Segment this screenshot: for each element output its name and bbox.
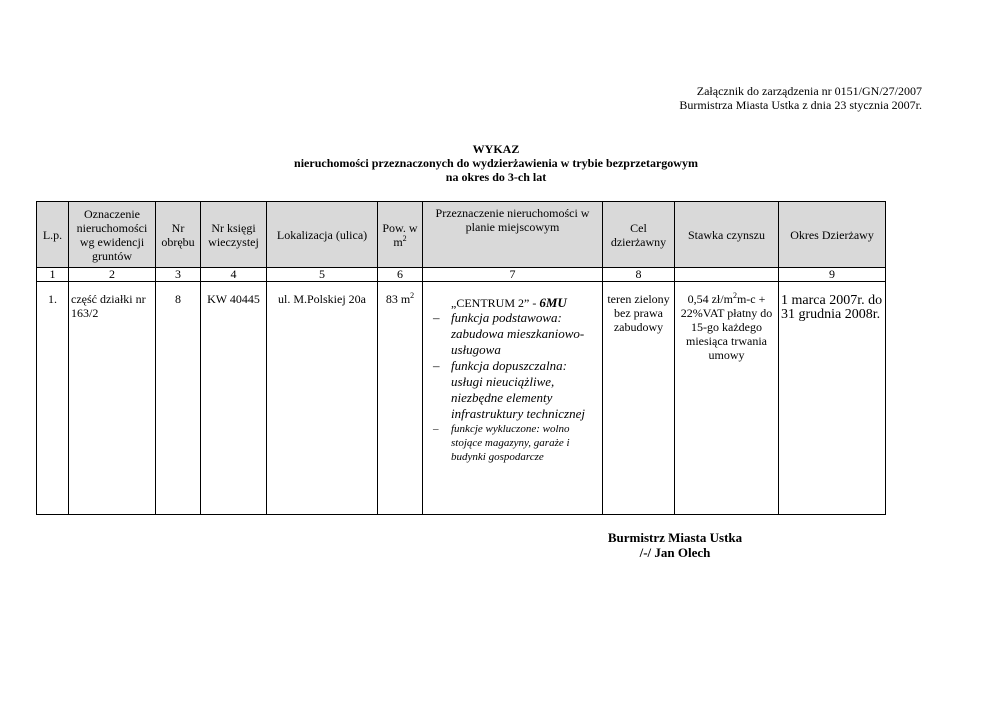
rent-part-1: 0,54 zł/m [687, 292, 733, 306]
plan-function-text: funkcja dopuszczalna: usługi nieuciążliwe, niezbędne elementy infrastruktury technicznej [451, 358, 585, 421]
column-number [675, 268, 779, 282]
cell-nr-obrebu: 8 [156, 282, 201, 515]
header-nr-obrebu: Nr obrębu [156, 202, 201, 268]
annex-line-1: Załącznik do zarządzenia nr 0151/GN/27/2007 [696, 84, 922, 98]
cell-lokalizacja: ul. M.Polskiej 20a [267, 282, 378, 515]
cell-oznaczenie: część działki nr 163/2 [69, 282, 156, 515]
header-nr-ksiegi: Nr księgi wieczystej [201, 202, 267, 268]
plan-function-item [433, 358, 600, 422]
column-number: 8 [603, 268, 675, 282]
plan-function-item [433, 310, 600, 358]
cell-pow-text: 83 m [385, 292, 411, 306]
header-lokalizacja: Lokalizacja (ulica) [267, 202, 378, 268]
rent-part-2: m-c + 22%VAT płatny do 15-go każdego miesiąca trwania umowy [680, 292, 773, 362]
plan-function-text: funkcje wykluczone: wolno stojące magazyny, garaże i budynki gospodarcze [451, 423, 570, 463]
document-title [0, 142, 992, 184]
annex-line-2: Burmistrza Miasta Ustka z dnia 23 stycznia 2007r. [679, 98, 922, 112]
header-cel: Cel dzierżawny [603, 202, 675, 268]
header-oznaczenie: Oznaczenie nieruchomości wg ewidencji gruntów [69, 202, 156, 268]
column-number-row [37, 268, 886, 282]
plan-function-item [433, 422, 600, 464]
header-pow-sup: 2 [402, 233, 407, 243]
cell-cel: teren zielony bez prawa zabudowy [603, 282, 675, 515]
plan-zone-symbol: 6MU [539, 295, 567, 310]
signature-block [560, 530, 790, 560]
header-powierzchnia [378, 202, 423, 268]
header-pow-text: Pow. w m [382, 220, 418, 249]
cell-stawka [675, 282, 779, 515]
plan-zone-text: „CENTRUM 2” - [451, 296, 540, 310]
header-stawka: Stawka czynszu [675, 202, 779, 268]
plan-function-text: funkcja podstawowa: zabudowa mieszkaniowo-usługowa [451, 310, 585, 357]
cell-lp: 1. [37, 282, 69, 515]
dash-bullet: – [433, 423, 439, 435]
plan-zone-name [451, 296, 600, 310]
header-row [37, 202, 886, 268]
cell-nr-ksiegi: KW 40445 [201, 282, 267, 515]
column-number: 1 [37, 268, 69, 282]
column-number: 6 [378, 268, 423, 282]
cell-powierzchnia [378, 282, 423, 515]
column-number: 2 [69, 268, 156, 282]
cell-pow-sup: 2 [410, 291, 415, 300]
column-number: 7 [423, 268, 603, 282]
property-table [36, 201, 886, 515]
rent-sup: 2 [732, 291, 737, 300]
header-przeznaczenie: Przeznaczenie nieruchomości w planie miejscowym [423, 202, 603, 268]
annex-note [679, 84, 922, 112]
signature-title: Burmistrz Miasta Ustka [607, 530, 743, 545]
column-number: 4 [201, 268, 267, 282]
signature-name: /-/ Jan Olech [639, 545, 711, 560]
column-number: 3 [156, 268, 201, 282]
column-number: 9 [779, 268, 886, 282]
header-lp: L.p. [37, 202, 69, 268]
column-number: 5 [267, 268, 378, 282]
title-main: WYKAZ [472, 142, 520, 156]
title-subtitle-2: na okres do 3-ch lat [445, 170, 547, 184]
header-okres: Okres Dzierżawy [779, 202, 886, 268]
table-row [37, 282, 886, 515]
dash-bullet: – [433, 358, 440, 373]
title-subtitle-1: nieruchomości przeznaczonych do wydzierżawienia w trybie bezprzetargowym [294, 156, 698, 170]
cell-przeznaczenie [423, 282, 603, 515]
dash-bullet: – [433, 310, 440, 325]
cell-okres: 1 marca 2007r. do 31 grudnia 2008r. [779, 282, 886, 515]
